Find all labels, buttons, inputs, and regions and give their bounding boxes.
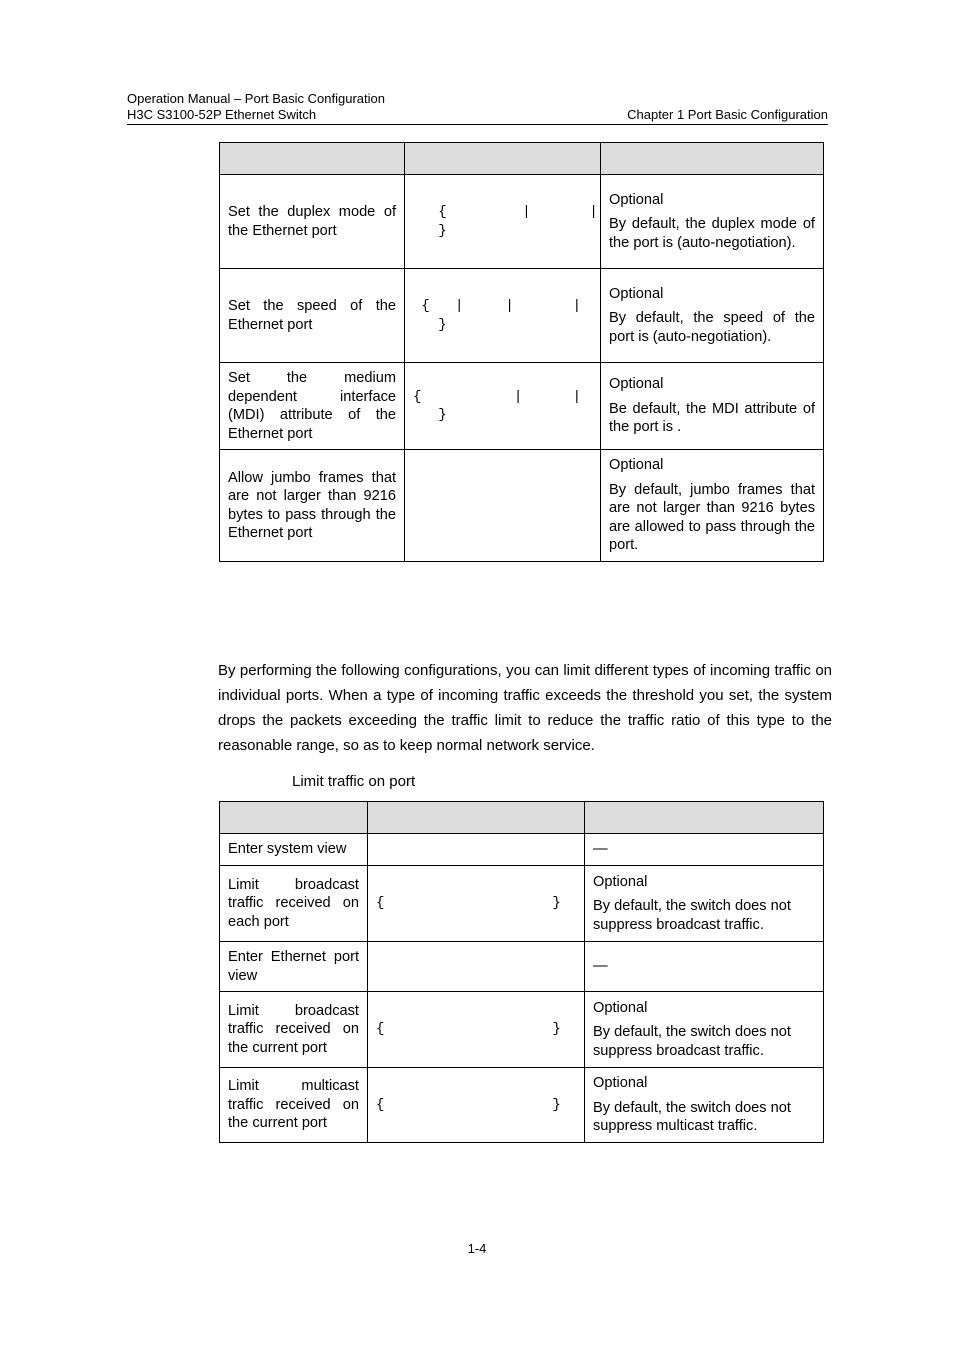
table-caption: Limit traffic on port — [292, 773, 416, 790]
traffic-limit-table — [219, 801, 824, 1143]
command-cell — [368, 942, 585, 992]
remark-optional: Optional — [609, 457, 664, 474]
operation-cell: Set the speed of the Ethernet port — [220, 269, 405, 363]
operation-cell: Limit broadcast traffic received on each port — [220, 866, 368, 942]
remark-cell — [601, 363, 824, 450]
table-row — [220, 1068, 824, 1143]
header-cell-command — [405, 143, 601, 175]
remark-cell — [601, 269, 824, 363]
command-cell: { } — [368, 1068, 585, 1143]
header-cell-operation — [220, 802, 368, 834]
header-chapter: Chapter 1 Port Basic Configuration — [627, 107, 828, 122]
header-cell-remarks — [601, 143, 824, 175]
remark-optional: Optional — [593, 873, 648, 890]
remark-optional: Optional — [609, 191, 664, 208]
command-cell: { | | } — [405, 363, 601, 450]
table-row — [220, 866, 824, 942]
command-cell: { } — [368, 992, 585, 1068]
remark-optional: — — [593, 958, 608, 975]
remark-detail: By default, jumbo frames that are not larger than 9216 bytes are allowed to pass through the port. — [609, 481, 815, 554]
remark-cell — [601, 450, 824, 562]
table-row — [220, 942, 824, 992]
operation-cell: Allow jumbo frames that are not larger than 9216 bytes to pass through the Ethernet port — [220, 450, 405, 562]
remark-cell — [585, 834, 824, 866]
remark-cell — [585, 866, 824, 942]
operation-cell: Limit broadcast traffic received on the current port — [220, 992, 368, 1068]
table-row — [220, 175, 824, 269]
header-cell-remarks — [585, 802, 824, 834]
operation-cell: Limit multicast traffic received on the current port — [220, 1068, 368, 1143]
command-cell: { | | } — [405, 175, 601, 269]
remark-detail: By default, the speed of the port is (auto-negotiation). — [609, 310, 815, 345]
remark-cell — [585, 1068, 824, 1143]
remark-cell — [585, 942, 824, 992]
remark-optional: Optional — [609, 285, 664, 302]
remark-optional: Optional — [593, 999, 648, 1016]
operation-cell: Set the medium dependent interface (MDI) attribute of the Ethernet port — [220, 363, 405, 450]
header-product-name: H3C S3100-52P Ethernet Switch — [127, 107, 317, 122]
remark-detail: By default, the switch does not suppress multicast traffic. — [593, 1099, 791, 1135]
header-manual-title: Operation Manual – Port Basic Configuration — [127, 91, 385, 106]
page-number: 1-4 — [467, 1241, 487, 1256]
table-row — [220, 450, 824, 562]
command-cell: { } — [368, 866, 585, 942]
command-cell — [405, 450, 601, 562]
command-cell — [368, 834, 585, 866]
command-cell: { | | | } — [405, 269, 601, 363]
table-row — [220, 269, 824, 363]
table-row — [220, 363, 824, 450]
table-header-row — [220, 802, 824, 834]
table-row — [220, 834, 824, 866]
remark-optional: — — [593, 841, 608, 858]
remark-optional: Optional — [609, 376, 664, 393]
remark-detail: Be default, the MDI attribute of the port is . — [609, 400, 815, 436]
operation-cell: Enter Ethernet port view — [220, 942, 368, 992]
remark-cell — [585, 992, 824, 1068]
body-paragraph: By performing the following configurations, you can limit different types of incoming traffic on individual ports. When a type of incoming traffic exceeds the threshold you set, the system drops the packets exceeding the traffic limit to reduce the traffic ratio of this type to the reasonable range, so as to keep normal network service. — [218, 662, 832, 754]
remark-cell — [601, 175, 824, 269]
header-rule — [127, 124, 828, 125]
remark-detail: By default, the switch does not suppress broadcast traffic. — [593, 898, 791, 933]
table-row — [220, 992, 824, 1068]
remark-detail: By default, the switch does not suppress broadcast traffic. — [593, 1024, 791, 1059]
operation-cell: Enter system view — [220, 834, 368, 866]
port-config-table — [219, 142, 824, 562]
remark-detail: By default, the duplex mode of the port is (auto-negotiation). — [609, 216, 815, 251]
operation-cell: Set the duplex mode of the Ethernet port — [220, 175, 405, 269]
table-header-row — [220, 143, 824, 175]
header-cell-operation — [220, 143, 405, 175]
header-cell-command — [368, 802, 585, 834]
remark-optional: Optional — [593, 1075, 648, 1092]
